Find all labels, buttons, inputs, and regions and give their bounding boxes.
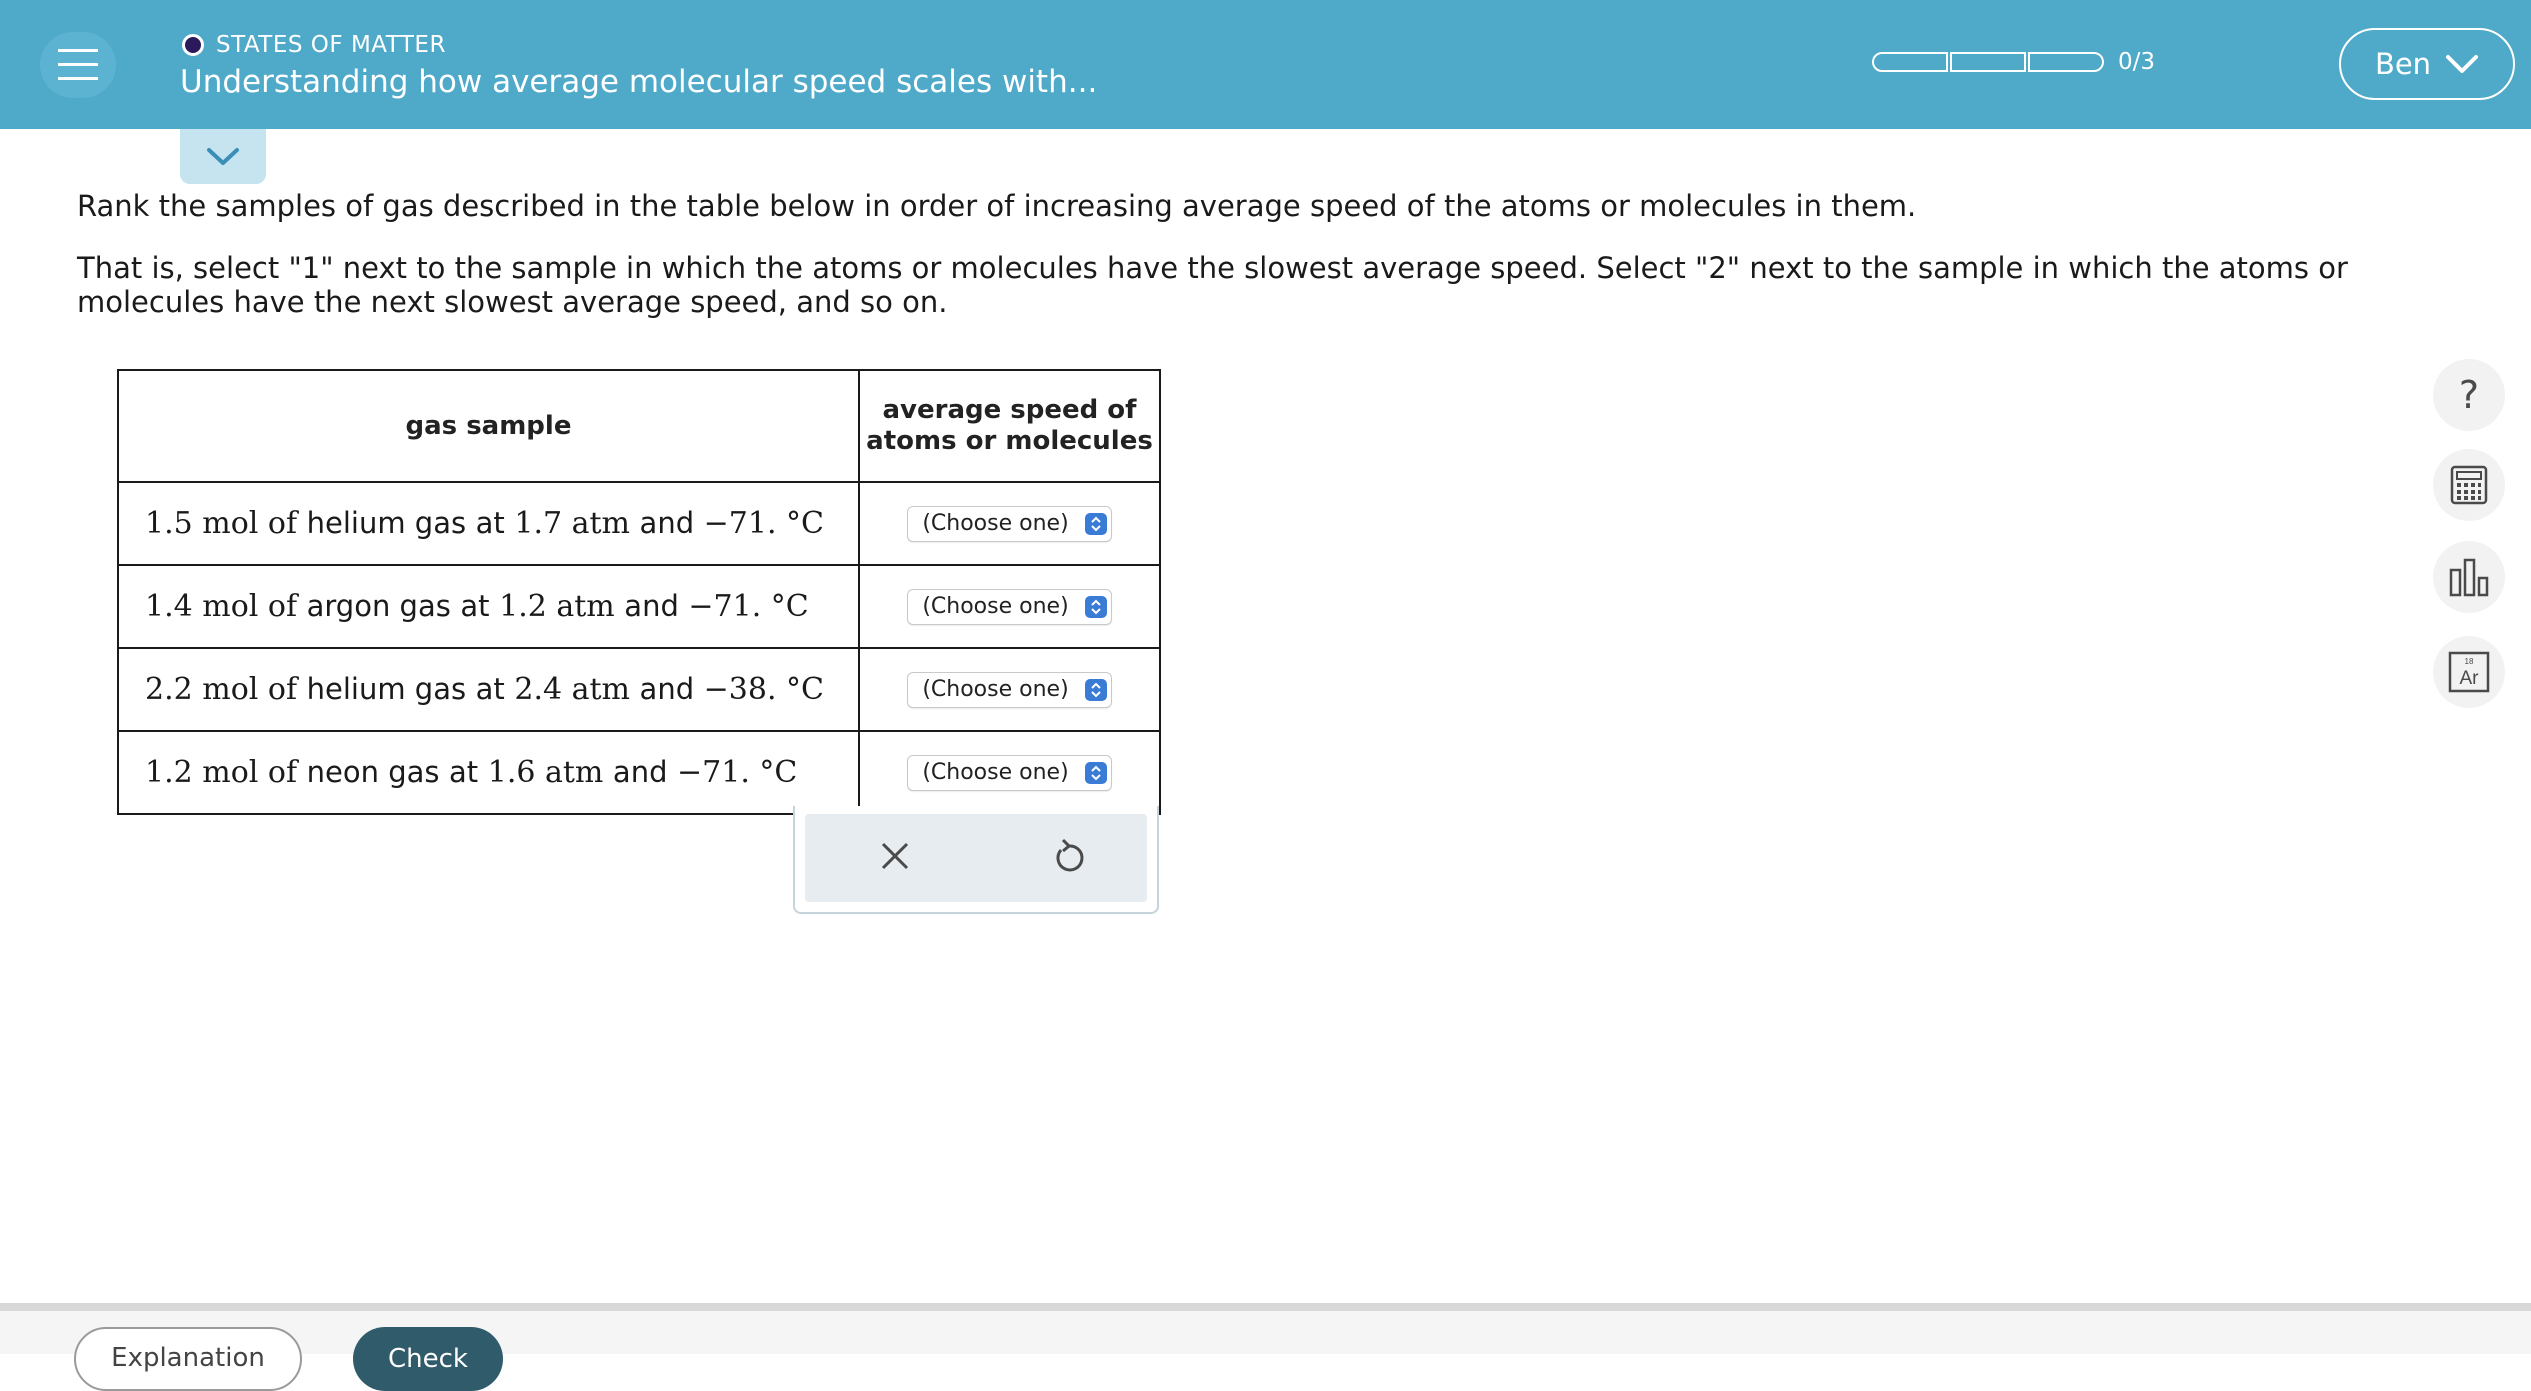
column-header-average-speed bbox=[859, 370, 1160, 482]
temperature: −71. °C bbox=[703, 506, 824, 541]
column-header-gas-sample: gas sample bbox=[118, 370, 859, 482]
word-of: of bbox=[267, 755, 298, 790]
table-row bbox=[118, 731, 1160, 814]
column-header-line: atoms or molecules bbox=[866, 426, 1153, 456]
chevron-down-icon bbox=[2445, 53, 2479, 75]
top-bar bbox=[0, 0, 2531, 129]
word-and: and bbox=[639, 672, 695, 706]
footer-divider bbox=[0, 1303, 2531, 1311]
rank-cell bbox=[859, 731, 1160, 814]
collapse-header-tab[interactable] bbox=[180, 129, 266, 184]
word-of: of bbox=[267, 589, 298, 624]
rank-select-value: (Choose one) bbox=[922, 511, 1069, 536]
answer-action-bar bbox=[805, 814, 1147, 902]
word-of: of bbox=[267, 506, 298, 541]
rank-select[interactable] bbox=[907, 589, 1111, 625]
progress-segment bbox=[1950, 52, 2026, 72]
temperature: −71. °C bbox=[688, 589, 809, 624]
topic-label: STATES OF MATTER bbox=[216, 32, 446, 58]
explanation-button[interactable]: Explanation bbox=[74, 1327, 302, 1391]
rank-select-value: (Choose one) bbox=[922, 594, 1069, 619]
calculator-button[interactable] bbox=[2433, 449, 2505, 521]
gas-name: neon gas bbox=[306, 755, 440, 789]
rank-select-value: (Choose one) bbox=[922, 760, 1069, 785]
hamburger-icon bbox=[58, 47, 98, 83]
gas-name: helium gas bbox=[306, 672, 467, 706]
temperature: −38. °C bbox=[703, 672, 824, 707]
table-row bbox=[118, 565, 1160, 648]
ptable-symbol: Ar bbox=[2459, 668, 2479, 689]
help-button[interactable] bbox=[2433, 359, 2505, 431]
data-chart-button[interactable] bbox=[2433, 541, 2505, 613]
user-menu-button[interactable] bbox=[2339, 28, 2515, 100]
periodic-table-icon bbox=[2448, 651, 2490, 693]
ranking-table bbox=[117, 369, 1161, 815]
pressure: 1.6 atm bbox=[487, 755, 604, 790]
gas-name: argon gas bbox=[306, 589, 451, 623]
rank-select-value: (Choose one) bbox=[922, 677, 1069, 702]
amount: 1.4 mol bbox=[145, 589, 259, 624]
word-at: at bbox=[475, 672, 505, 706]
ptable-number: 18 bbox=[2464, 657, 2474, 666]
table-row bbox=[118, 648, 1160, 731]
periodic-table-button[interactable] bbox=[2433, 636, 2505, 708]
table-header-row bbox=[118, 370, 1160, 482]
close-icon bbox=[877, 838, 913, 874]
lesson-title: Understanding how average molecular speed scales with... bbox=[180, 64, 1098, 100]
select-arrows-icon bbox=[1085, 762, 1107, 784]
word-and: and bbox=[639, 506, 695, 540]
word-at: at bbox=[449, 755, 479, 789]
select-arrows-icon bbox=[1085, 513, 1107, 535]
gas-sample-cell bbox=[118, 731, 859, 814]
rank-select[interactable] bbox=[907, 755, 1111, 791]
check-button[interactable]: Check bbox=[353, 1327, 503, 1391]
rank-select[interactable] bbox=[907, 506, 1111, 542]
chevron-down-icon bbox=[206, 147, 240, 167]
amount: 1.2 mol bbox=[145, 755, 259, 790]
rank-cell bbox=[859, 565, 1160, 648]
word-at: at bbox=[460, 589, 490, 623]
calculator-icon bbox=[2450, 465, 2488, 505]
footer-bar bbox=[0, 1311, 2531, 1374]
rank-select[interactable] bbox=[907, 672, 1111, 708]
gas-sample-cell bbox=[118, 482, 859, 565]
temperature: −71. °C bbox=[677, 755, 798, 790]
progress-indicator bbox=[1872, 49, 2155, 75]
undo-button[interactable] bbox=[1049, 836, 1089, 880]
pressure: 2.4 atm bbox=[514, 672, 630, 707]
amount: 2.2 mol bbox=[145, 672, 259, 707]
topic-status-dot bbox=[182, 34, 204, 56]
word-and: and bbox=[612, 755, 668, 789]
select-arrows-icon bbox=[1085, 596, 1107, 618]
bar-chart-icon bbox=[2448, 556, 2490, 598]
word-at: at bbox=[475, 506, 505, 540]
word-of: of bbox=[267, 672, 298, 707]
help-icon: ? bbox=[2458, 373, 2480, 417]
progress-segment bbox=[2028, 52, 2104, 72]
pressure: 1.7 atm bbox=[514, 506, 630, 541]
pressure: 1.2 atm bbox=[499, 589, 615, 624]
gas-sample-cell bbox=[118, 648, 859, 731]
column-header-line: average speed of bbox=[882, 395, 1137, 425]
table-row bbox=[118, 482, 1160, 565]
amount: 1.5 mol bbox=[145, 506, 259, 541]
gas-sample-cell bbox=[118, 565, 859, 648]
gas-name: helium gas bbox=[306, 506, 467, 540]
menu-button[interactable] bbox=[40, 32, 116, 98]
undo-icon bbox=[1049, 836, 1089, 876]
progress-text: 0/3 bbox=[2118, 49, 2156, 75]
rank-cell bbox=[859, 648, 1160, 731]
topic-row bbox=[182, 30, 446, 60]
progress-segment bbox=[1872, 52, 1948, 72]
answer-action-panel bbox=[793, 806, 1159, 914]
word-and: and bbox=[624, 589, 679, 623]
instruction-detail-text: That is, select "1" next to the sample in which the atoms or molecules have the slowest average speed. Select "2" next to the sample in which the atoms or molecules have the next slowest average speed, and so on. bbox=[77, 251, 2348, 319]
instruction-text: Rank the samples of gas described in the table below in order of increasing average speed of the atoms or molecules in them. bbox=[77, 189, 1917, 223]
clear-answer-button[interactable] bbox=[877, 838, 913, 878]
select-arrows-icon bbox=[1085, 679, 1107, 701]
user-name: Ben bbox=[2374, 47, 2432, 81]
rank-cell bbox=[859, 482, 1160, 565]
